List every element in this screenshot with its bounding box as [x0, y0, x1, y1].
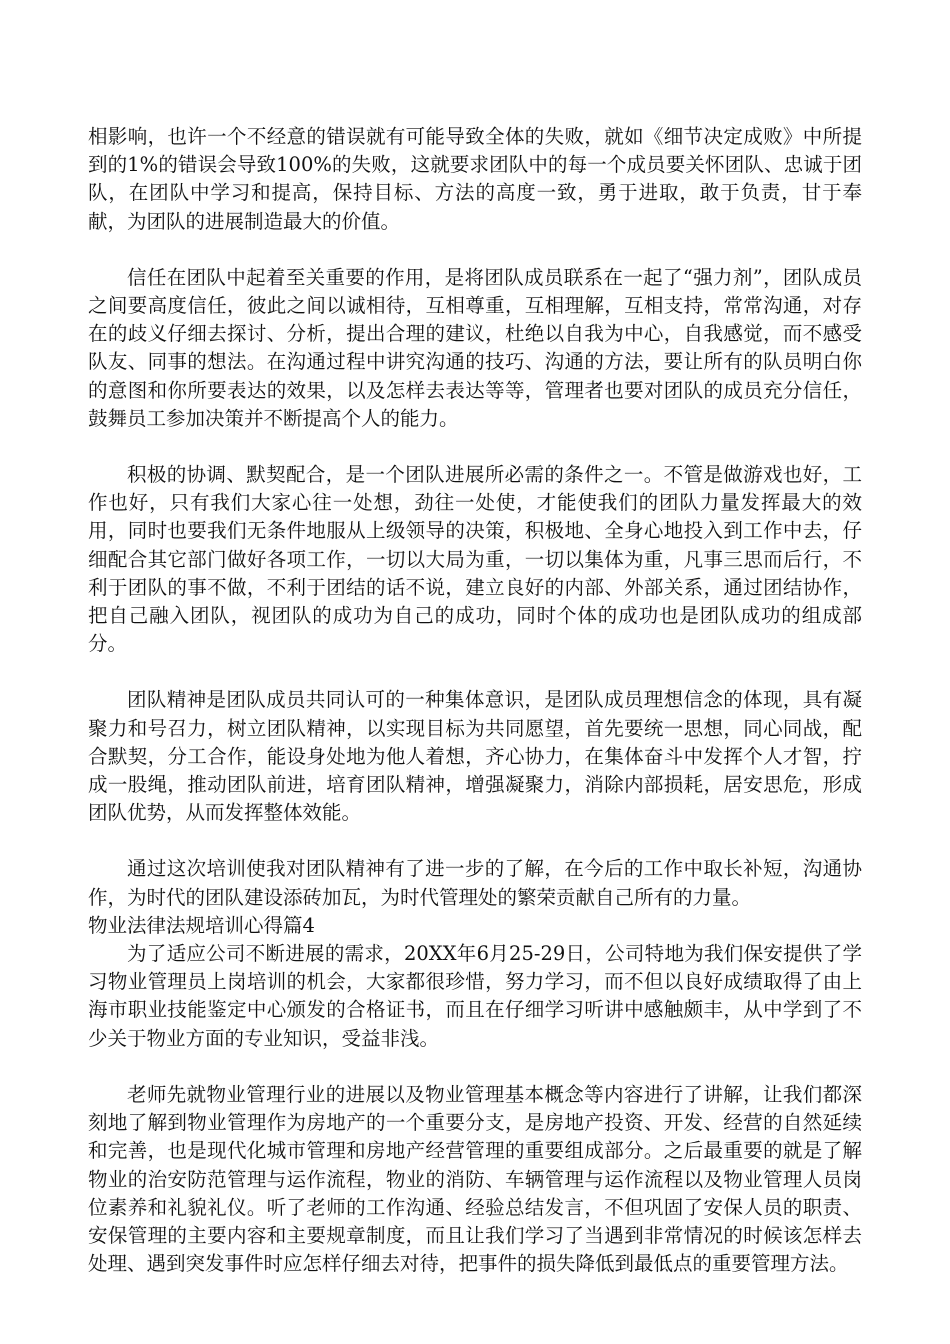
paragraph-7: 老师先就物业管理行业的进展以及物业管理基本概念等内容进行了讲解，让我们都深刻地了解到物业管理作为房地产的一个重要分支，是房地产投资、开发、经营的自然延续和完善，也是现代化城市管理和房地产经营管理的重要组成部分。之后最重要的就是了解物业的治安防范管理与运作流程，物业的消防、车辆管理与运作流程以及物业管理人员岗位素养和礼貌礼仪。听了老师的工作沟通、经验总结发言，不但巩固了安保人员的职责、安保管理的主要内容和主要规章制度，而且让我们学习了当遇到非常情况的时候该怎样去处理、遇到突发事件时应怎样仔细去对待，把事件的损失降低到最低点的重要管理方法。: [88, 1082, 862, 1276]
paragraph-4: 团队精神是团队成员共同认可的一种集体意识，是团队成员理想信念的体现，具有凝聚力和号召力，树立团队精神，以实现目标为共同愿望，首先要统一思想，同心同战，配合默契，分工合作，能设身处地为他人着想，齐心协力，在集体奋斗中发挥个人才智，拧成一股绳，推动团队前进，培育团队精神，增强凝聚力，消除内部损耗，居安思危，形成团队优势，从而发挥整体效能。: [88, 688, 862, 825]
paragraph-5: 通过这次培训使我对团队精神有了进一步的了解，在今后的工作中取长补短，沟通协作，为时代的团队建设添砖加瓦，为时代管理处的繁荣贡献自己所有的力量。: [88, 857, 862, 909]
paragraph-1: 相影响，也许一个不经意的错误就有可能导致全体的失败，就如《细节决定成败》中所提到的1%的错误会导致100%的失败，这就要求团队中的每一个成员要关怀团队、忠诚于团队，在团队中学习和提高，保持目标、方法的高度一致，勇于进取，敢于负责，甘于奉献，为团队的进展制造最大的价值。: [88, 125, 862, 233]
document-page: [88, 123, 862, 1306]
paragraph-3: 积极的协调、默契配合，是一个团队进展所必需的条件之一。不管是做游戏也好，工作也好，只有我们大家心往一处想，劲往一处使，才能使我们的团队力量发挥最大的效用，同时也要我们无条件地服从上级领导的决策，积极地、全身心地投入到工作中去，仔细配合其它部门做好各项工作，一切以大局为重，一切以集体为重，凡事三思而后行，不利于团队的事不做，不利于团结的话不说，建立良好的内部、外部关系，通过团结协作，把自己融入团队，视团队的成功为自己的成功，同时个体的成功也是团队成功的组成部分。: [88, 463, 862, 656]
section-heading: 物业法律法规培训心得篇4: [88, 913, 315, 937]
paragraph-2: 信任在团队中起着至关重要的作用，是将团队成员联系在一起了“强力剂”，团队成员之间要高度信任，彼此之间以诚相待，互相尊重，互相理解，互相支持，常常沟通，对存在的歧义仔细去探讨、分析，提出合理的建议，杜绝以自我为中心，自我感觉，而不感受队友、同事的想法。在沟通过程中讲究沟通的技巧、沟通的方法，要让所有的队员明白你的意图和你所要表达的效果，以及怎样去表达等等，管理者也要对团队的成员充分信任，鼓舞员工参加决策并不断提高个人的能力。: [88, 265, 862, 430]
paragraph-6: 为了适应公司不断进展的需求，20XX年6月25-29日，公司特地为我们保安提供了学习物业管理员上岗培训的机会，大家都很珍惜，努力学习，而不但以良好成绩取得了由上海市职业技能鉴定中心颁发的合格证书，而且在仔细学习听讲中感触颇丰，从中学到了不少关于物业方面的专业知识，受益非浅。: [88, 942, 862, 1050]
